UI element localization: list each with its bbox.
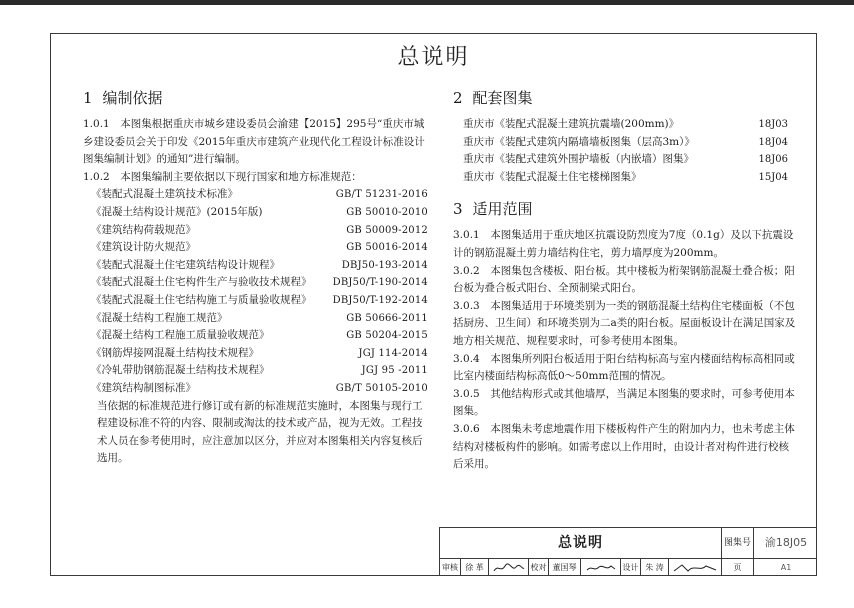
standard-code: DBJ50/T-190-2014 (332, 277, 428, 289)
check-label: 校对 (528, 559, 548, 576)
section-3-number: 3 (453, 200, 463, 219)
standard-name: 《装配式混凝土住宅构件生产与验收技术规程》 (91, 276, 312, 289)
section-1-number: 1 (83, 89, 93, 107)
standard-name: 《钢筋焊接网混凝土结构技术规程》 (91, 346, 259, 359)
atlas-number-label: 图集号 (721, 528, 753, 558)
clause-1-0-1: 1.0.1 本图集根据重庆市城乡建设委员会渝建【2015】295号“重庆市城乡建设委员会关于印发《2015年重庆市建筑产业现代化工程设计标准设计图集编制计划》的通知”进行编制。 (83, 118, 425, 166)
right-column (453, 88, 798, 474)
standard-name: 《装配式混凝土住宅结构施工与质量验收规程》 (91, 293, 312, 306)
clause-3-0-3: 3.0.3 本图集适用于环境类别为一类的钢筋混凝土结构住宅楼面板（不包括厨房、卫生间）和环境类别为二a类的阳台板。屋面板设计在满足国家及地方相关规范、规程要求时，可参考使用本图集。 (453, 299, 796, 347)
standard-code: DBJ50/T-192-2014 (332, 294, 428, 306)
section-2-number: 2 (453, 89, 463, 107)
checker-signature (580, 559, 620, 576)
atlas-row (453, 151, 798, 169)
standard-row (83, 327, 428, 345)
top-border-bar (0, 0, 854, 5)
atlas-list (453, 116, 798, 186)
section-1-heading (83, 88, 428, 108)
title-block-title: 总说明 (558, 535, 603, 551)
atlas-name: 重庆市《装配式混凝土建筑抗震墙(200mm)》 (463, 118, 680, 130)
clause-1-0-2: 1.0.2 本图集编制主要依据以下现行国家和地方标准规范： (83, 170, 362, 183)
standard-name: 《装配式混凝土住宅建筑结构设计规程》 (91, 258, 280, 271)
standard-row (83, 222, 428, 240)
section-3-heading (453, 199, 798, 219)
standard-code: GB/T 50105-2010 (335, 382, 428, 394)
atlas-row (453, 169, 798, 187)
atlas-code: 18J06 (758, 154, 788, 166)
clause-3-0-6: 3.0.6 本图集未考虑地震作用下楼板构件产生的附加内力，也未考虑主体结构对楼板构件的影响。如需考虑以上作用时，由设计者对构件进行校核后采用。 (453, 422, 795, 471)
standard-code: GB/T 51231-2016 (335, 189, 428, 201)
standard-row (83, 239, 428, 257)
clause-3-0-2: 3.0.2 本图集包含楼板、阳台板。其中楼板为桁架钢筋混凝土叠合板；阳台板为叠合板式阳台、全预制梁式阳台。 (453, 264, 795, 295)
standard-row (83, 380, 428, 398)
clause-3-0-5: 3.0.5 其他结构形式或其他墙厚，当满足本图集的要求时，可参考使用本图集。 (453, 387, 795, 418)
standard-name: 《装配式混凝土建筑技术标准》 (91, 188, 238, 201)
standard-name: 《建筑结构荷载规范》 (91, 223, 196, 236)
standards-list (83, 186, 428, 397)
atlas-code: 18J03 (758, 119, 788, 130)
standard-row (83, 257, 428, 275)
standard-code: GB 50666-2011 (346, 312, 428, 324)
atlas-row (453, 134, 798, 152)
standard-row (83, 310, 428, 328)
standard-code: DBJ50-193-2014 (341, 259, 428, 271)
signature-icon (672, 562, 718, 574)
standard-name: 《建筑结构制图标准》 (91, 381, 196, 394)
page-label: 页 (721, 559, 753, 576)
standard-code: GB 50010-2010 (346, 206, 428, 218)
standard-row (83, 292, 428, 310)
atlas-code: 18J04 (758, 136, 788, 148)
signature-icon (492, 562, 526, 574)
standard-row (83, 204, 428, 222)
drawing-sheet (50, 33, 817, 576)
standard-code: JGJ 114-2014 (358, 347, 428, 359)
standard-name: 《混凝土结构工程施工规范》 (91, 311, 228, 324)
reviewer-name: 徐 革 (460, 559, 488, 576)
design-label: 设计 (620, 559, 640, 576)
standard-name: 《建筑设计防火规范》 (91, 241, 196, 254)
standard-row (83, 274, 428, 292)
clause-3-0-4: 3.0.4 本图集所列阳台板适用于阳台结构标高与室内楼面结构标高相同或比室内楼面结构标高低0～50mm范围的情况。 (453, 352, 795, 383)
section-2-title: 配套图集 (472, 89, 533, 107)
standard-code: JGJ 95 -2011 (361, 365, 428, 377)
page-number: A1 (753, 559, 818, 576)
section-3-title: 适用范围 (472, 200, 533, 219)
atlas-number-value: 渝18J05 (753, 528, 818, 558)
closing-paragraph: 当依据的标准规范进行修订或有新的标准规范实施时，本图集与现行工程建设标准不符的内容、限制或淘汰的技术或产品，视为无效。工程技术人员在参考使用时，应注意加以区分，并应对本图集相关内容复核后选用。 (97, 399, 423, 465)
section-1-title: 编制依据 (102, 89, 163, 107)
left-column (83, 88, 428, 468)
atlas-row (453, 116, 798, 134)
signature-icon (584, 562, 618, 574)
standard-code: GB 50204-2015 (346, 330, 428, 342)
standard-name: 《混凝土结构设计规范》(2015年版) (91, 205, 263, 218)
review-label: 审核 (442, 563, 458, 572)
standard-row (83, 362, 428, 380)
title-block-row-2 (440, 559, 817, 576)
title-block (439, 527, 817, 576)
standard-name: 《混凝土结构工程施工质量验收规范》 (91, 329, 270, 342)
standard-row (83, 345, 428, 363)
designer-signature (668, 559, 721, 576)
atlas-name: 重庆市《装配式建筑外围护墙板（内嵌墙）图集》 (463, 153, 694, 166)
standard-code: GB 50016-2014 (346, 242, 428, 254)
standard-name: 《冷轧带肋钢筋混凝土结构技术规程》 (91, 364, 270, 377)
clause-3-0-1: 3.0.1 本图集适用于重庆地区抗震设防烈度为7度（0.1g）及以下抗震设计的钢筋混凝土剪力墙结构住宅，剪力墙厚度为200mm。 (453, 229, 794, 259)
page-title: 总说明 (397, 45, 470, 70)
reviewer-signature (488, 559, 528, 576)
designer-name: 朱 涛 (640, 559, 668, 576)
section-2-heading (453, 88, 798, 108)
atlas-name: 重庆市《装配式建筑内隔墙墙板图集（层高3m）》 (463, 135, 695, 148)
standard-row (83, 186, 428, 204)
spacer (453, 186, 798, 199)
standard-code: GB 50009-2012 (346, 224, 428, 236)
title-block-row-1 (440, 528, 817, 559)
atlas-code: 15J04 (758, 171, 788, 183)
atlas-name: 重庆市《装配式混凝土住宅楼梯图集》 (463, 170, 642, 183)
checker-name: 董国琴 (548, 559, 580, 576)
